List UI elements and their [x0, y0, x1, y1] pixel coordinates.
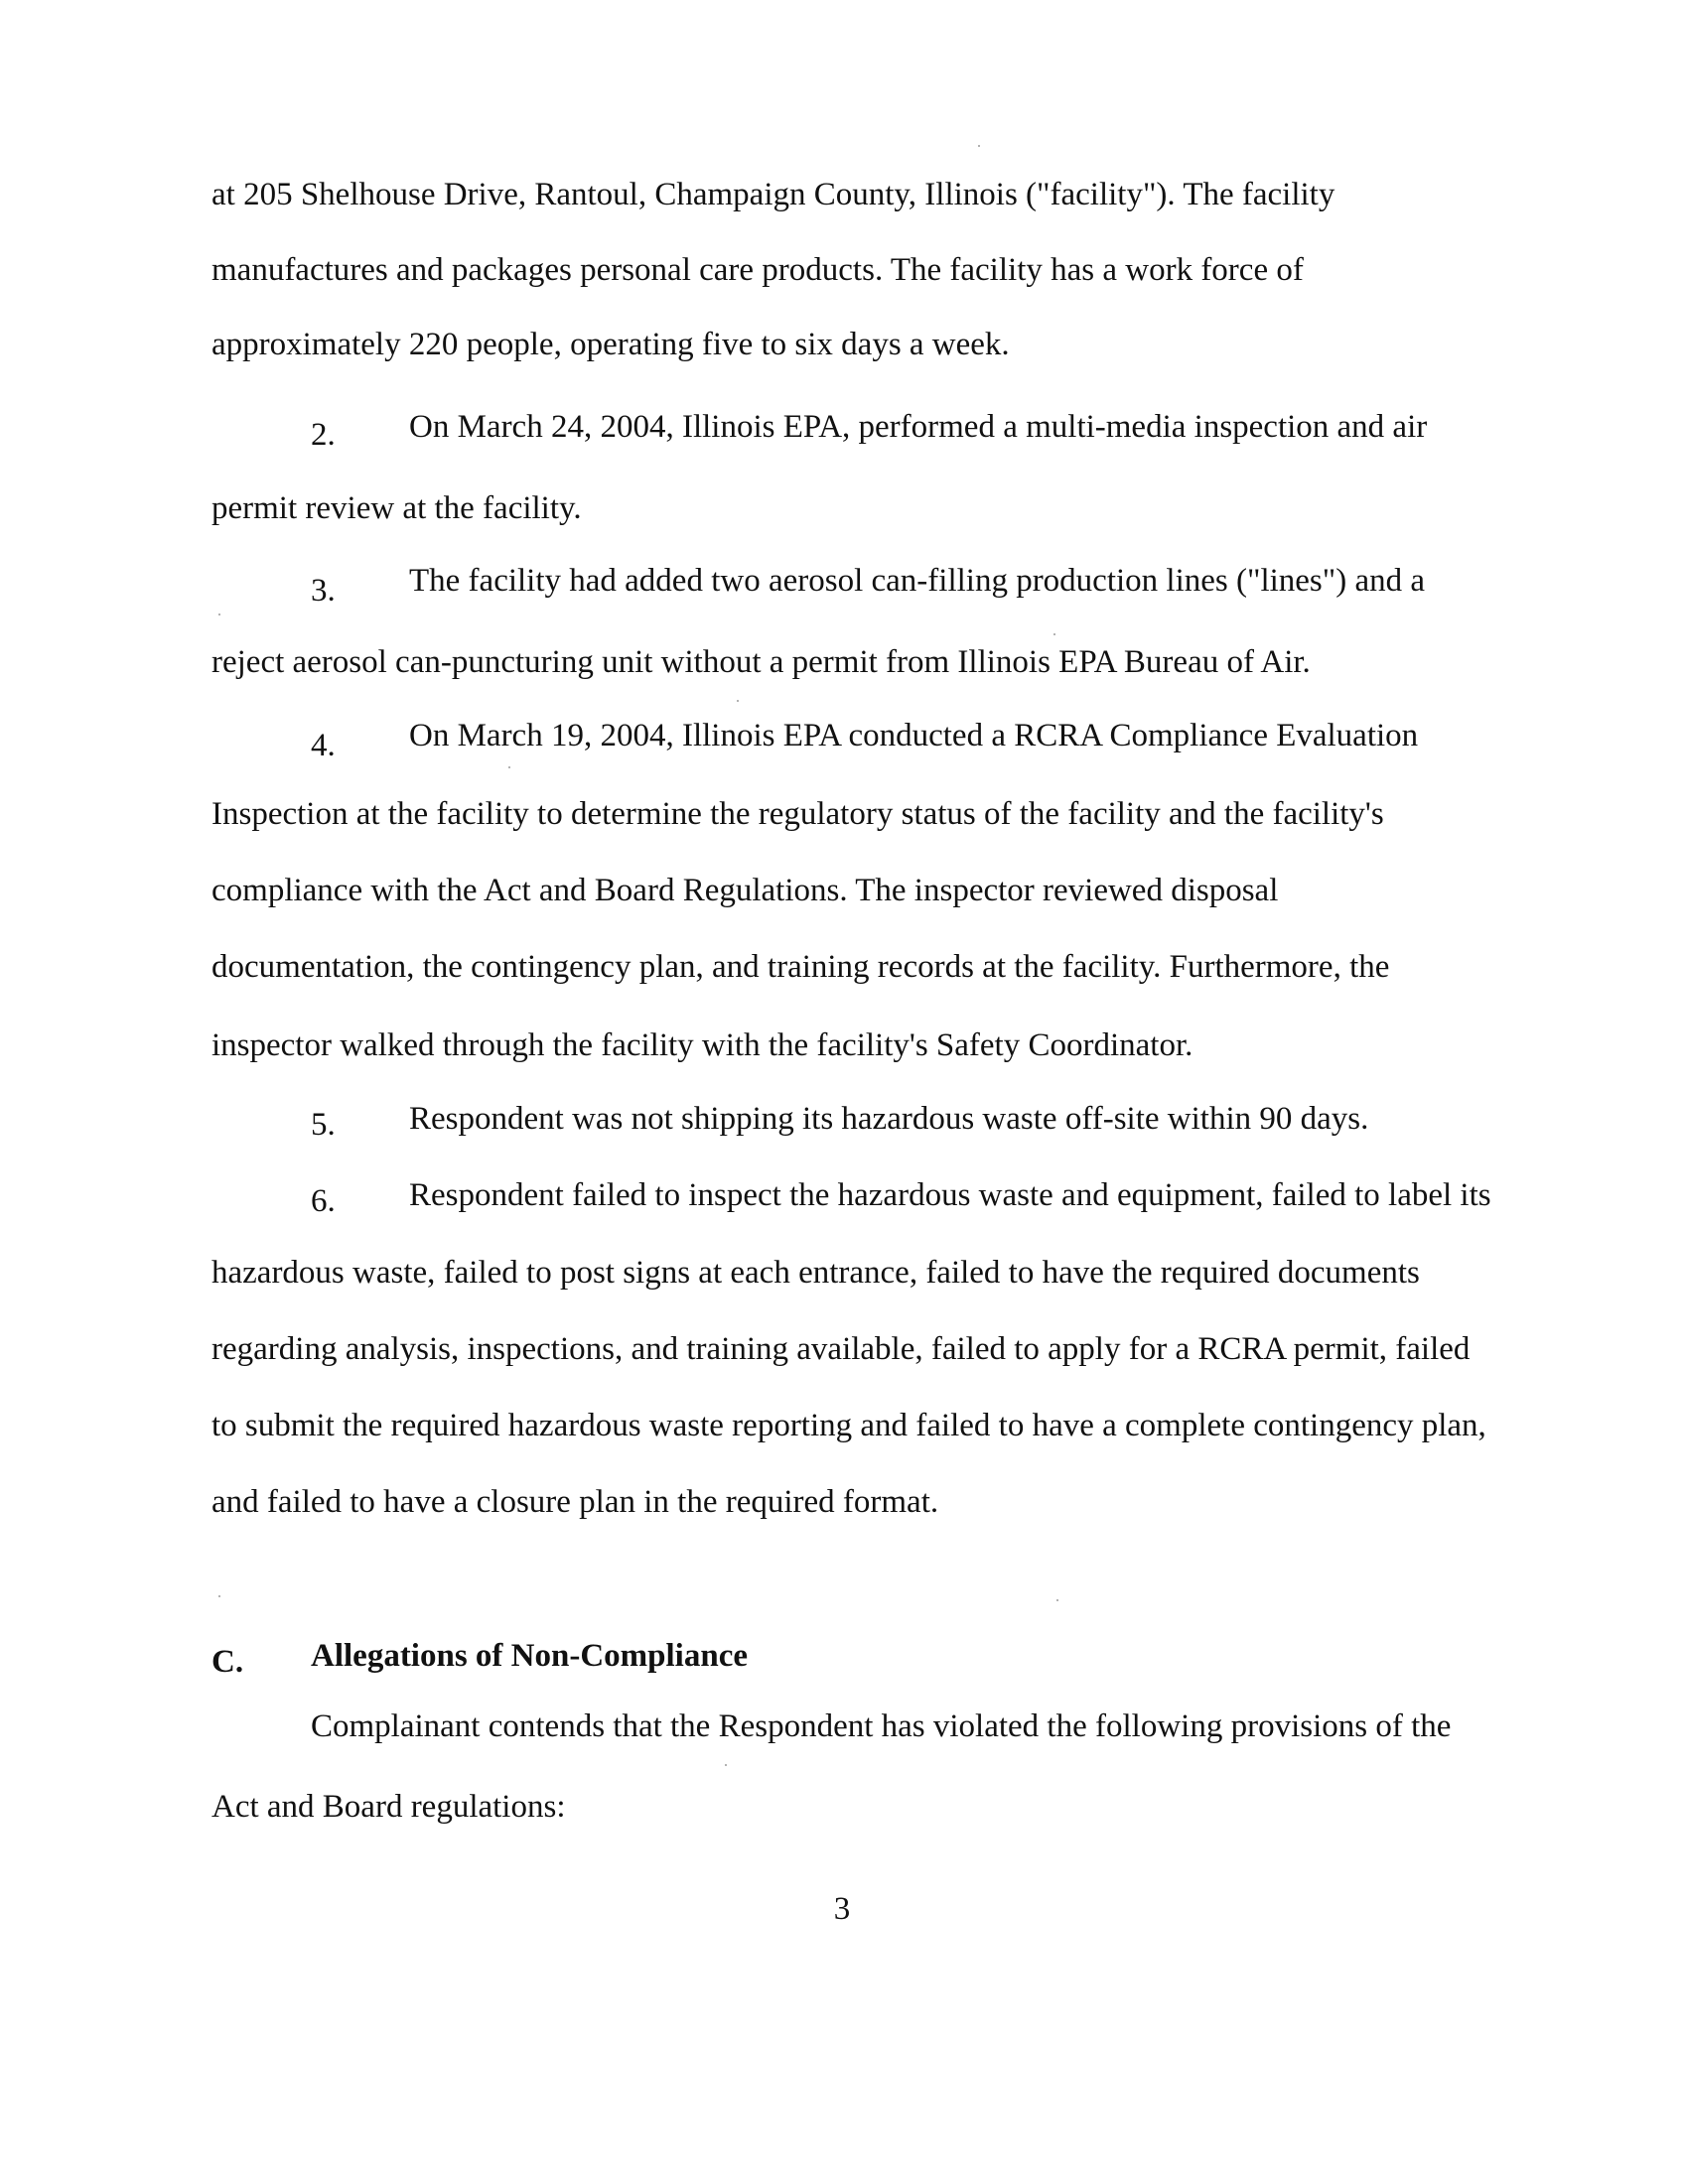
item-line: reject aerosol can-puncturing unit without a permit from Illinois EPA Bureau of Air.: [211, 644, 1311, 680]
paragraph-line: at 205 Shelhouse Drive, Rantoul, Champaign County, Illinois ("facility"). The facility: [211, 177, 1335, 212]
item-number: 5.: [311, 1107, 336, 1143]
section-letter: C.: [211, 1644, 244, 1680]
item-number: 3.: [311, 573, 336, 609]
item-line: compliance with the Act and Board Regulations. The inspector reviewed disposal: [211, 873, 1279, 908]
item-line: permit review at the facility.: [211, 490, 582, 526]
item-line: Inspection at the facility to determine the regulatory status of the facility and the facility's: [211, 796, 1384, 832]
paragraph-line: manufactures and packages personal care products. The facility has a work force of: [211, 252, 1304, 288]
scan-speck: [1053, 633, 1055, 635]
scan-speck: [218, 1595, 220, 1597]
scan-speck: [725, 1764, 727, 1766]
item-line: Respondent was not shipping its hazardous waste off-site within 90 days.: [409, 1101, 1369, 1137]
scan-speck: [978, 145, 980, 147]
item-number: 6.: [311, 1183, 336, 1219]
scan-speck: [508, 766, 510, 768]
scan-speck: [737, 700, 739, 702]
item-line: inspector walked through the facility with the facility's Safety Coordinator.: [211, 1027, 1193, 1063]
section-line: Act and Board regulations:: [211, 1789, 566, 1825]
scan-speck: [1056, 1599, 1058, 1601]
item-line: documentation, the contingency plan, and training records at the facility. Furthermore, the: [211, 949, 1390, 985]
item-line: and failed to have a closure plan in the required format.: [211, 1484, 939, 1520]
scan-speck: [218, 614, 220, 615]
item-line: hazardous waste, failed to post signs at each entrance, failed to have the required documents: [211, 1255, 1420, 1291]
section-title: Allegations of Non-Compliance: [311, 1638, 748, 1674]
paragraph-line: approximately 220 people, operating five to six days a week.: [211, 327, 1010, 362]
item-line: regarding analysis, inspections, and training available, failed to apply for a RCRA permit, failed: [211, 1331, 1471, 1367]
item-line: to submit the required hazardous waste reporting and failed to have a complete contingency plan,: [211, 1408, 1486, 1443]
item-line: Respondent failed to inspect the hazardous waste and equipment, failed to label its: [409, 1177, 1491, 1213]
item-line: On March 24, 2004, Illinois EPA, performed a multi-media inspection and air: [409, 409, 1428, 445]
item-line: On March 19, 2004, Illinois EPA conducted a RCRA Compliance Evaluation: [409, 718, 1419, 753]
section-line: Complainant contends that the Respondent has violated the following provisions of the: [311, 1708, 1452, 1744]
item-line: The facility had added two aerosol can-filling production lines ("lines") and a: [409, 563, 1426, 599]
page-number: 3: [833, 1891, 851, 1927]
item-number: 2.: [311, 417, 336, 453]
item-number: 4.: [311, 728, 336, 763]
